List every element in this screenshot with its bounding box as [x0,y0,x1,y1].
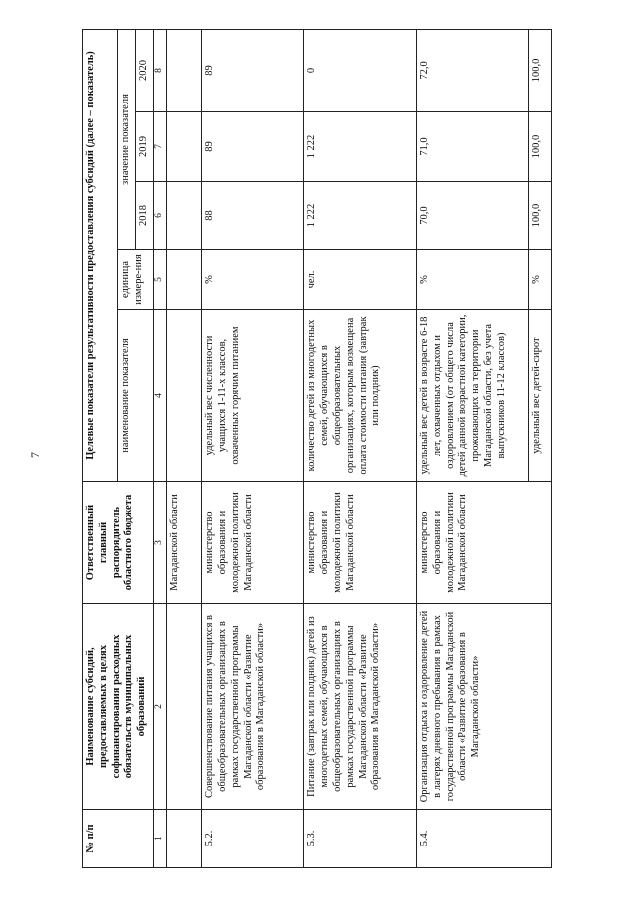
header-subsidy-name: Наименование субсидий, предоставляемых в целях софинансирования расходных обязательств муниципальных образований [83,604,154,810]
row-subsidy-name [167,604,202,810]
row-value-2020: 72,0 [416,29,528,111]
row-responsible: министерство образования и молодежной политики Магаданской области [416,482,551,604]
row-value-2018 [167,182,202,250]
row-unit: % [416,250,528,310]
row-indicator: удельный вес численности учащихся 1-11-х классов, охваченных горячим питанием [202,310,304,482]
col-number: 2 [154,604,167,810]
row-responsible: министерство образования и молодежной политики Магаданской области [304,482,416,604]
row-value-2020: 0 [304,29,416,111]
subsidy-table [82,29,552,868]
row-value-2018: 88 [202,182,304,250]
row-value-2020: 89 [202,29,304,111]
row-indicator [167,310,202,482]
row-value-2019: 100,0 [529,112,552,182]
row-subsidy-name: Организация отдыха и оздоровление детей в лагерях дневного пребывания в рамках государственной программы Магаданской области «Развитие образования в Магаданской области» [416,604,551,810]
header-year-2018: 2018 [135,182,153,250]
subsidy-table-rotated [82,30,552,868]
row-value-2019: 89 [202,112,304,182]
col-number: 5 [154,250,167,310]
row-unit: % [202,250,304,310]
header-year-2020: 2020 [135,29,153,111]
col-number: 4 [154,310,167,482]
row-value-2018: 1 222 [304,182,416,250]
header-responsible: Ответственный главный распорядитель областного бюджета [83,482,154,604]
row-value-2019 [167,112,202,182]
row-value-2020: 100,0 [529,29,552,111]
col-number: 3 [154,482,167,604]
header-year-2019: 2019 [135,112,153,182]
col-number: 1 [154,810,167,868]
row-indicator: удельный вес детей-сирот [529,310,552,482]
row-value-2019: 1 222 [304,112,416,182]
row-value-2020 [167,29,202,111]
column-number-row [154,29,167,867]
page-number: 7 [28,452,42,458]
row-responsible: Магаданской области [167,482,202,604]
table-row [202,29,304,867]
table-row [304,29,416,867]
row-num: 5.2. [202,810,304,868]
row-value-2018: 100,0 [529,182,552,250]
row-indicator: количество детей из многодетных семей, обучающихся в общеобразовательных организациях, которым возмещена оплата стоимости питания (завтрак или полдник) [304,310,416,482]
header-unit: единица измере-ния [117,250,153,310]
row-unit: чел. [304,250,416,310]
row-value-2019: 71,0 [416,112,528,182]
row-responsible: министерство образования и молодежной политики Магаданской области [202,482,304,604]
table-row [167,29,202,867]
row-num: 5.3. [304,810,416,868]
row-subsidy-name: Совершенствование питания учащихся в общеобразовательных организациях в рамках государственной программы Магаданской области «Развитие образования в Магаданской области» [202,604,304,810]
row-unit: % [529,250,552,310]
table-row [416,29,528,867]
row-unit [167,250,202,310]
col-number: 7 [154,112,167,182]
row-indicator: удельный вес детей в возрасте 6-18 лет, охваченных отдыхом и оздоровлением (от общего числа детей данной возрастной категории, проживающих на территории Магаданской области, без учета выпускников 11-12 классов) [416,310,528,482]
col-number: 8 [154,29,167,111]
header-value-group: значение показателя [117,29,135,249]
header-indicator-name: наименование показателя [117,310,153,482]
row-subsidy-name: Питание (завтрак или полдник) детей из многодетных семей, обучающихся в общеобразовательных организациях в рамках государственной программы Магаданской области «Развитие образования в Магаданской области» [304,604,416,810]
header-target-indicators: Целевые показатели результативности предоставления субсидий (далее – показатель) [83,29,118,481]
row-num: 5.4. [416,810,551,868]
header-num: № п/п [83,810,154,868]
row-num [167,810,202,868]
col-number: 6 [154,182,167,250]
row-value-2018: 70,0 [416,182,528,250]
